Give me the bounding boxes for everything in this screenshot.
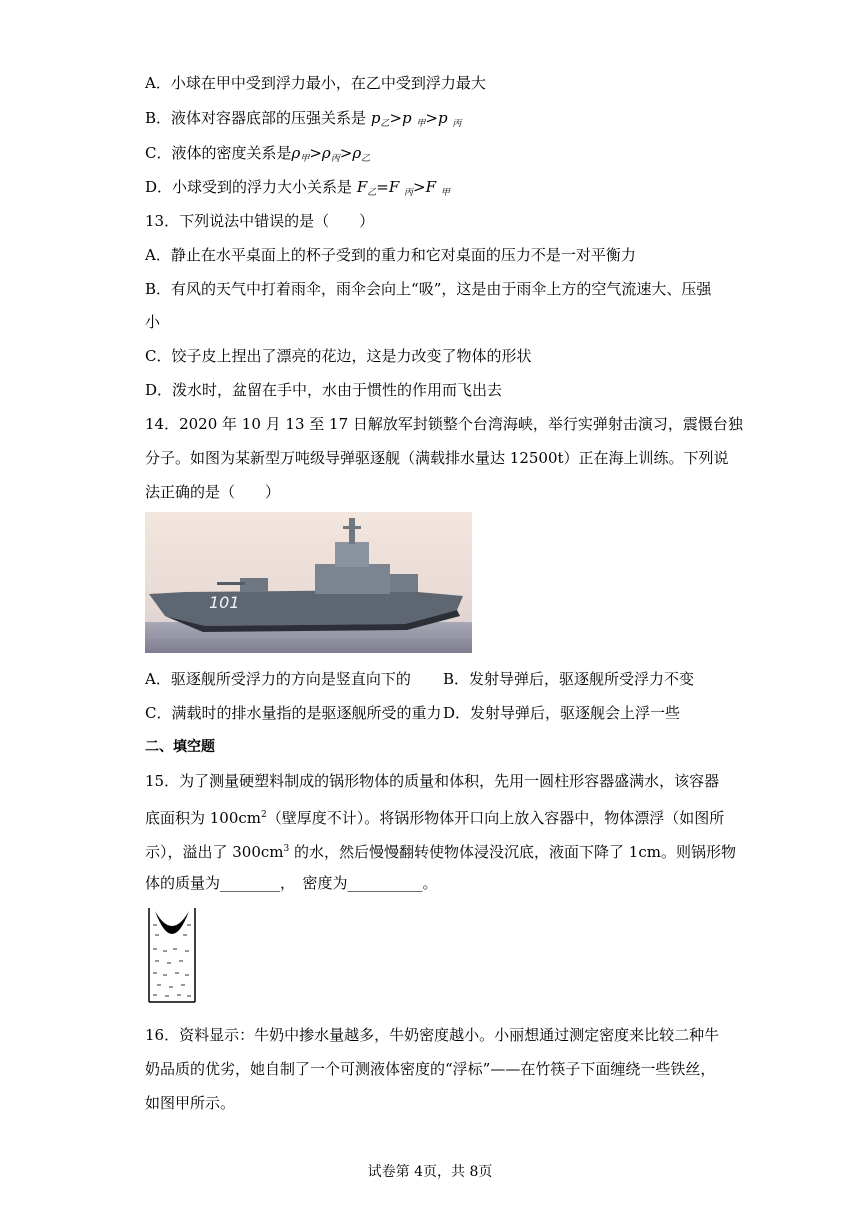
sub-label: 乙	[361, 154, 371, 164]
q14-option-b: B．发射导弹后，驱逐舰所受浮力不变	[443, 670, 695, 688]
q16-line3: 如图甲所示。	[145, 1094, 236, 1112]
q15-l3-end: 的水，然后慢慢翻转使物体浸没沉底，液面下降了 1cm。则锅形物	[289, 843, 736, 861]
q16-line2: 奶品质的优劣，她自制了一个可测液体密度的“浮标”——在竹筷子下面缠绕一些铁丝，	[145, 1060, 716, 1078]
sub-label: 乙	[367, 188, 377, 198]
gt-sign: >	[413, 178, 426, 196]
q14-option-d: D．发射导弹后，驱逐舰会上浮一些	[443, 704, 681, 722]
sub-label: 丙	[452, 119, 462, 129]
q12-b-prefix: B．液体对容器底部的压强关系是	[145, 109, 367, 127]
q13-option-c: C．饺子皮上捏出了漂亮的花边，这是力改变了物体的形状	[145, 347, 532, 365]
var-p: p	[402, 109, 412, 127]
superscript: 3	[283, 844, 290, 854]
q13-option-b-line2: 小	[145, 313, 161, 331]
q12-d-prefix: D．小球受到的浮力大小关系是	[145, 178, 353, 196]
q15-line1: 15．为了测量硬塑料制成的锅形物体的质量和体积，先用一圆柱形容器盛满水，该容器	[145, 772, 720, 790]
q13-option-b-line1: B．有风的天气中打着雨伞，雨伞会向上“吸”，这是由于雨伞上方的空气流速大、压强	[145, 280, 712, 298]
page-footer: 试卷第 4页，共 8页	[367, 1164, 493, 1180]
q12-option-d	[145, 177, 450, 200]
q15-l3-start: 示），溢出了 300cm	[145, 843, 284, 861]
sub-label: 甲	[300, 154, 310, 164]
q15-line3	[145, 839, 736, 862]
superscript: 2	[261, 810, 267, 820]
q15-line2	[145, 805, 724, 828]
var-f: F	[425, 178, 437, 196]
q16-line1: 16．资料显示：牛奶中掺水量越多，牛奶密度越小。小丽想通过测定密度来比较二种牛	[145, 1026, 720, 1044]
q14-stem-line1: 14．2020 年 10 月 13 至 17 日解放军封锁整个台湾海峡，举行实弹射击演习，震慑台独	[145, 415, 743, 433]
sub-label: 乙	[380, 119, 390, 129]
sub-label: 甲	[440, 188, 450, 198]
q15-l2-start: 底面积为 100cm	[145, 809, 262, 827]
gt-sign: >	[425, 109, 438, 127]
q14-stem-line2: 分子。如图为某新型万吨级导弹驱逐舰（满载排水量达 12500t）正在海上训练。下列说	[145, 449, 729, 467]
var-f: F	[356, 178, 368, 196]
pot-in-container-diagram	[143, 905, 201, 1005]
q14-option-c: C．满载时的排水量指的是驱逐舰所受的重力	[145, 704, 442, 722]
var-p: p	[438, 109, 448, 127]
var-p: p	[370, 109, 381, 127]
eq-sign: =	[376, 178, 389, 196]
section-heading: 二、填空题	[145, 739, 215, 755]
sub-label: 丙	[404, 188, 414, 198]
sub-label: 丙	[330, 154, 340, 164]
var-rho: ρ	[291, 144, 301, 162]
q12-option-c	[145, 143, 370, 166]
q13-option-a: A．静止在水平桌面上的杯子受到的重力和它对桌面的压力不是一对平衡力	[145, 246, 636, 264]
q14-stem-line3: 法正确的是（ ）	[145, 483, 281, 501]
var-rho: ρ	[321, 144, 331, 162]
q13-stem: 13．下列说法中错误的是（ ）	[145, 212, 375, 230]
q13-option-d: D．泼水时，盆留在手中，水由于惯性的作用而飞出去	[145, 381, 503, 399]
hull-number: 101	[209, 593, 240, 612]
q14-option-a: A．驱逐舰所受浮力的方向是竖直向下的	[145, 670, 411, 688]
gt-sign: >	[309, 144, 322, 162]
var-f: F	[388, 178, 400, 196]
q12-option-b	[145, 108, 461, 131]
gt-sign: >	[339, 144, 353, 162]
sub-label: 甲	[416, 119, 426, 129]
gt-sign: >	[389, 109, 403, 127]
q12-option-a: A．小球在甲中受到浮力最小，在乙中受到浮力最大	[145, 74, 486, 92]
q12-c-prefix: C．液体的密度关系是	[145, 144, 292, 162]
q15-l2-end: （壁厚度不计）。将锅形物体开口向上放入容器中，物体漂浮（如图所	[266, 809, 725, 827]
destroyer-photo	[145, 512, 472, 653]
q15-line4: 体的质量为________， 密度为__________。	[145, 874, 438, 892]
var-rho: ρ	[352, 144, 362, 162]
